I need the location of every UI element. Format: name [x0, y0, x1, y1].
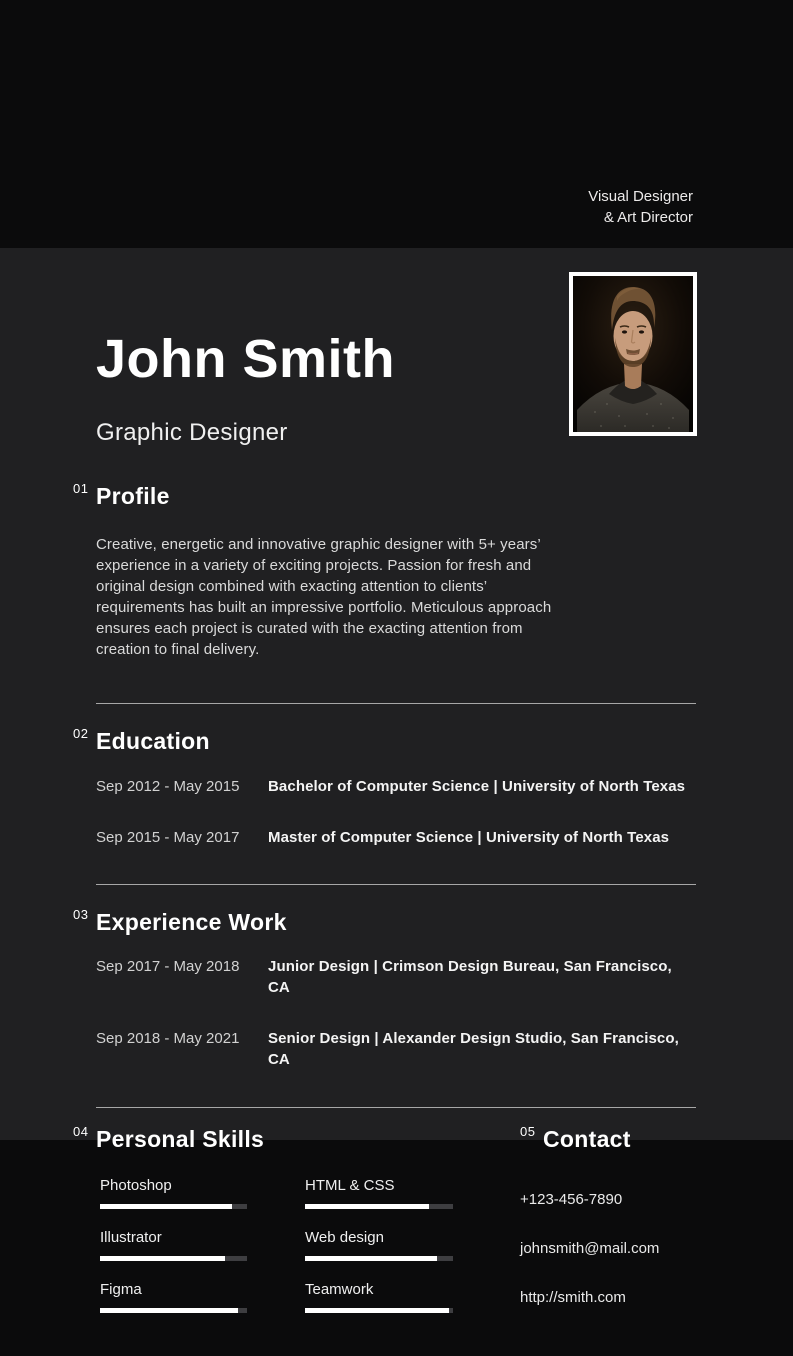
- education-heading: [73, 725, 696, 756]
- skill-item: [305, 1176, 453, 1209]
- skill-bar-fill: [100, 1256, 225, 1261]
- skill-bar-fill: [305, 1256, 437, 1261]
- skill-bar-fill: [100, 1308, 238, 1313]
- skill-bar-track: [305, 1308, 453, 1313]
- section-title: Contact: [543, 1126, 631, 1153]
- education-row: [96, 776, 696, 797]
- contact-items: [520, 1189, 700, 1308]
- side-title-line1: Visual Designer: [588, 188, 693, 205]
- divider: [96, 1107, 696, 1108]
- experience-dates: Sep 2017 - May 2018: [96, 958, 240, 976]
- skill-bar-fill: [305, 1308, 449, 1313]
- skill-label: HTML & CSS: [305, 1176, 395, 1194]
- skill-bar-track: [100, 1256, 247, 1261]
- skill-bar-track: [305, 1204, 453, 1209]
- contact-heading: [520, 1126, 700, 1154]
- section-number: 05: [520, 1124, 536, 1140]
- education-row: [96, 827, 696, 848]
- divider: [96, 703, 696, 704]
- skill-label: Web design: [305, 1228, 384, 1246]
- education-degree: Bachelor of Computer Science | University of North Texas: [268, 777, 686, 795]
- experience-dates: Sep 2018 - May 2021: [96, 1030, 240, 1048]
- section-title: Experience Work: [96, 908, 287, 935]
- section-title: Profile: [96, 483, 170, 510]
- education-dates: Sep 2012 - May 2015: [96, 777, 240, 795]
- person-name: John Smith: [96, 329, 395, 389]
- side-title-line2: & Art Director: [603, 209, 693, 226]
- skill-label: Teamwork: [305, 1280, 374, 1298]
- section-profile: [73, 481, 696, 660]
- section-number: 04: [73, 1124, 89, 1140]
- skill-bar-track: [100, 1308, 247, 1313]
- profile-text: Creative, energetic and innovative graphic designer with 5+ years’ experience in a variety of exciting projects. Passion for fresh and original design combined with exacting attention to clients’ requirements has built an impressive portfolio. Meticulous approach ensures each project is curated with the exacting attention from creation to final delivery.: [96, 535, 552, 658]
- experience-row: [96, 1028, 696, 1070]
- skill-item: [100, 1280, 247, 1313]
- section-title: Education: [96, 727, 210, 754]
- education-degree: Master of Computer Science | University of North Texas: [268, 828, 670, 846]
- section-number: 03: [73, 906, 89, 922]
- section-number: 02: [73, 725, 89, 741]
- contact-phone[interactable]: +123-456-7890: [520, 1190, 623, 1208]
- skill-bar-track: [305, 1256, 453, 1261]
- experience-position: Junior Design | Crimson Design Bureau, San Francisco, CA: [268, 958, 672, 997]
- side-title: [588, 186, 693, 228]
- contact-website[interactable]: http://smith.com: [520, 1288, 626, 1306]
- skill-item: [100, 1228, 247, 1261]
- profile-heading: [73, 483, 696, 511]
- skill-item: [305, 1228, 453, 1261]
- bottom-section: [73, 1124, 696, 1356]
- skill-bar-track: [100, 1204, 247, 1209]
- skill-bar-fill: [305, 1204, 429, 1209]
- header: [96, 248, 696, 447]
- skill-label: Photoshop: [100, 1176, 172, 1194]
- person-title: Graphic Designer: [96, 419, 288, 447]
- section-number: 01: [73, 481, 89, 497]
- skill-bar-fill: [100, 1204, 232, 1209]
- experience-position: Senior Design | Alexander Design Studio, San Francisco, CA: [268, 1030, 679, 1069]
- contact-email[interactable]: johnsmith@mail.com: [520, 1239, 660, 1257]
- experience-row: [96, 956, 696, 998]
- skill-item: [100, 1176, 247, 1209]
- section-title: Personal Skills: [96, 1126, 265, 1153]
- skill-label: Illustrator: [100, 1228, 162, 1246]
- section-education: [73, 725, 696, 848]
- skill-item: [305, 1280, 453, 1313]
- divider: [96, 884, 696, 885]
- skill-label: Figma: [100, 1280, 142, 1298]
- resume-page: [0, 18, 793, 1306]
- education-dates: Sep 2015 - May 2017: [96, 828, 240, 846]
- experience-heading: [73, 906, 696, 937]
- section-experience: [73, 906, 696, 1071]
- section-contact: [520, 1126, 700, 1308]
